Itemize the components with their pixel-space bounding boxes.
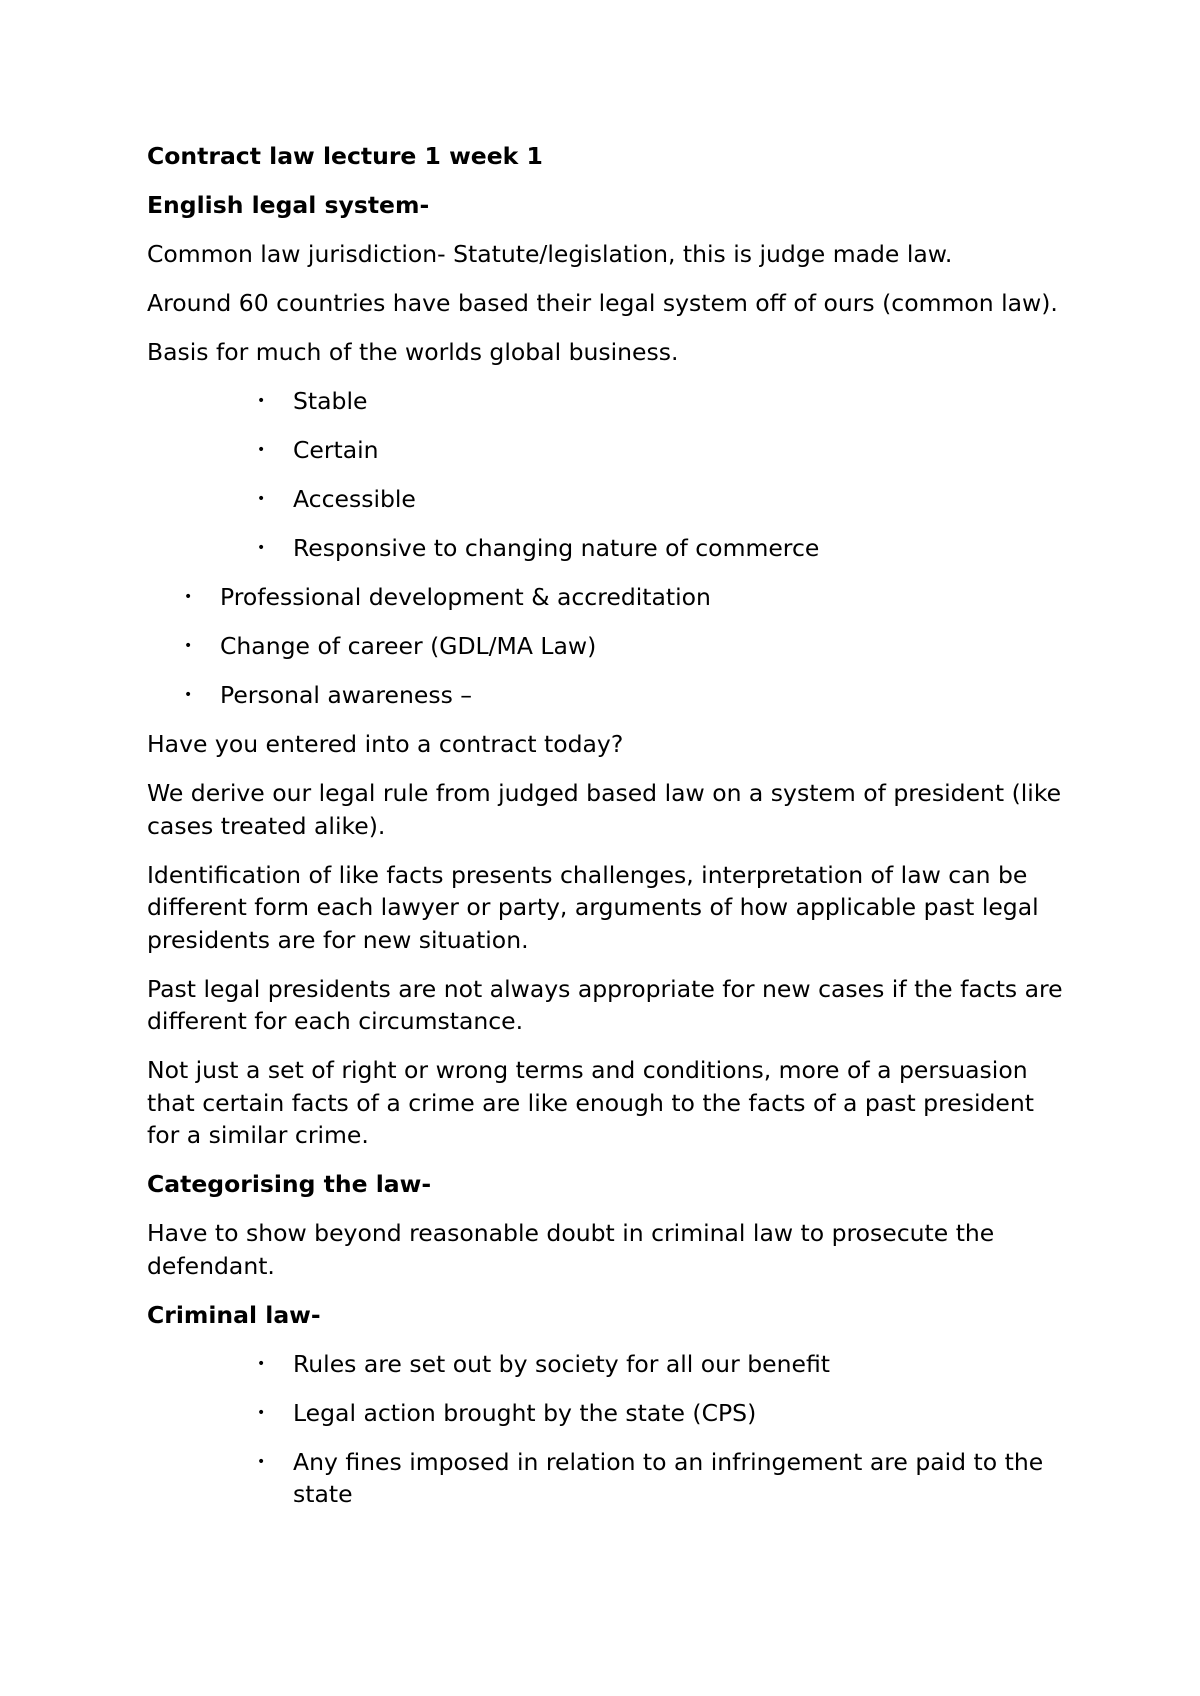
paragraph-beyond-doubt: Have to show beyond reasonable doubt in criminal law to prosecute the defendant.: [147, 1219, 995, 1280]
bullet-icon: •: [257, 1355, 266, 1372]
paragraph-past-presidents: Past legal presidents are not always appropriate for new cases if the facts are different for each circumstance.: [147, 974, 1063, 1035]
list-item-text: Rules are set out by society for all our benefit: [293, 1349, 830, 1378]
reasons-list: [147, 581, 1067, 712]
bullet-icon: •: [257, 540, 266, 556]
list-item: [147, 581, 1067, 614]
paragraph-around-60-countries: Around 60 countries have based their legal system off of ours (common law).: [147, 289, 1058, 317]
document-page: [147, 140, 1067, 1527]
bullet-icon: •: [184, 638, 193, 654]
list-item-text: Personal awareness –: [220, 681, 473, 709]
list-item: [147, 1397, 1067, 1430]
bullet-icon: •: [184, 687, 193, 703]
bullet-icon: •: [257, 1404, 266, 1421]
bullet-icon: •: [257, 491, 266, 507]
paragraph-identification: Identification of like facts presents challenges, interpretation of law can be different form each lawyer or party, arguments of how applicable past legal presidents are for new situation.: [147, 860, 1039, 954]
bullet-icon: •: [257, 1453, 266, 1470]
list-item-text: Accessible: [293, 485, 416, 513]
list-item-text: Stable: [293, 387, 368, 415]
heading-english-legal-system: English legal system-: [147, 191, 430, 219]
heading-categorising: Categorising the law-: [147, 1170, 432, 1198]
list-item: [147, 630, 1067, 663]
bullet-icon: •: [257, 393, 266, 409]
paragraph-not-just: Not just a set of right or wrong terms and conditions, more of a persuasion that certain facts of a crime are like enough to the facts of a past president for a similar crime.: [147, 1056, 1034, 1149]
list-item: [147, 679, 1067, 712]
bullet-icon: •: [184, 589, 193, 605]
document-title: Contract law lecture 1 week 1: [147, 142, 543, 170]
bullet-icon: •: [257, 442, 266, 458]
list-item: [147, 1348, 1067, 1381]
qualities-list: [147, 385, 1067, 565]
paragraph-common-law: Common law jurisdiction- Statute/legislation, this is judge made law.: [147, 240, 953, 268]
heading-criminal-law: Criminal law-: [147, 1300, 321, 1329]
list-item-text: Professional development & accreditation: [220, 583, 711, 611]
paragraph-contract-today: Have you entered into a contract today?: [147, 730, 624, 758]
list-item: [147, 1446, 1067, 1511]
list-item-text: Responsive to changing nature of commerce: [293, 534, 820, 562]
list-item: [147, 532, 1067, 565]
list-item: [147, 483, 1067, 516]
paragraph-basis-global-business: Basis for much of the worlds global business.: [147, 338, 679, 366]
criminal-points-list: [147, 1348, 1067, 1511]
list-item: [147, 385, 1067, 418]
list-item-text: Certain: [293, 436, 379, 464]
list-item: [147, 434, 1067, 467]
list-item-text: Change of career (GDL/MA Law): [220, 632, 597, 660]
paragraph-derive-legal-rule: We derive our legal rule from judged based law on a system of president (like cases treated alike).: [147, 779, 1062, 840]
list-item-text: Any fines imposed in relation to an infringement are paid to the state: [293, 1447, 1044, 1508]
list-item-text: Legal action brought by the state (CPS): [293, 1398, 757, 1427]
